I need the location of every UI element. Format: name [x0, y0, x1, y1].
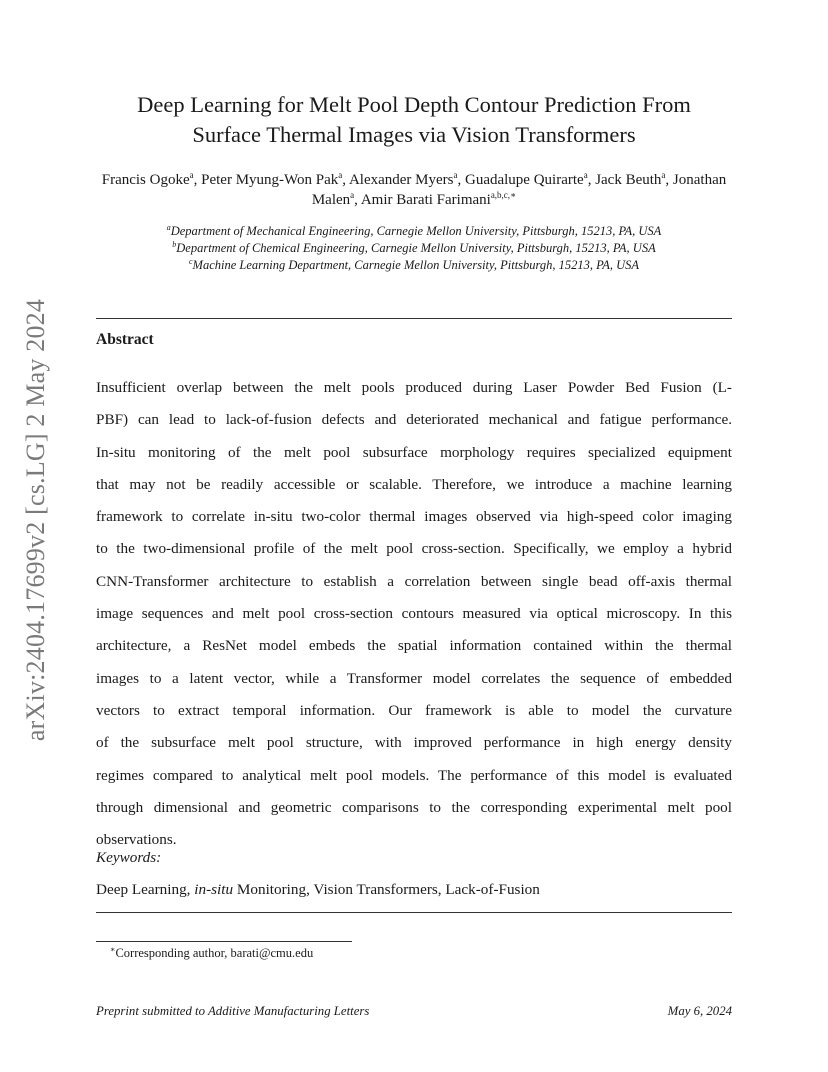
author-affiliation-mark: a	[453, 170, 458, 180]
abstract-line: CNN-Transformer architecture to establish a correlation between single bead off-axis thermal	[96, 572, 732, 590]
affiliation-text: Department of Mechanical Engineering, Carnegie Mellon University, Pittsburgh, 15213, PA, USA	[170, 224, 662, 238]
bottom-divider	[96, 912, 732, 913]
affiliation-line	[96, 223, 732, 240]
abstract-line: PBF) can lead to lack-of-fusion defects and deteriorated mechanical and fatigue performance.	[96, 411, 732, 429]
keywords	[96, 881, 540, 899]
author-affiliation-mark: a,b,c,∗	[490, 190, 517, 200]
abstract-line: of the subsurface melt pool structure, with improved performance in high energy density	[96, 734, 732, 752]
arxiv-sidebar	[14, 285, 58, 755]
keywords-italic: in-situ	[194, 881, 234, 898]
corresponding-author-footnote	[110, 945, 313, 961]
abstract-line: Insufficient overlap between the melt pools produced during Laser Powder Bed Fusion (L-	[96, 379, 732, 396]
abstract-line: images to a latent vector, while a Transformer model correlates the sequence of embedded	[96, 669, 732, 687]
author-affiliation-mark: a	[583, 170, 588, 180]
abstract-line: image sequences and melt pool cross-section contours measured via optical microscopy. In this	[96, 605, 732, 623]
author-affiliation-mark: a	[189, 170, 194, 180]
abstract-line: architecture, a ResNet model embeds the spatial information contained within the thermal	[96, 637, 732, 655]
footnote-text: Corresponding author, barati@cmu.edu	[115, 946, 314, 961]
abstract-line: vectors to extract temporal information. Our framework is able to model the curvature	[96, 701, 732, 719]
author-name: Peter Myung-Won Pak	[201, 172, 339, 188]
arxiv-identifier: arXiv:2404.17699v2 [cs.LG] 2 May 2024	[21, 298, 50, 742]
keywords-label: Keywords:	[96, 849, 162, 866]
affiliation-line	[96, 257, 732, 274]
title-line-1: Deep Learning for Melt Pool Depth Contour Prediction From	[137, 92, 691, 117]
author-name: Alexander Myers	[348, 172, 454, 188]
abstract-heading: Abstract	[96, 331, 154, 348]
author-affiliation-mark: a	[338, 170, 343, 180]
author-name: Amir Barati Farimani	[360, 192, 491, 208]
footnote-divider	[96, 941, 352, 942]
keywords-part-2: Monitoring, Vision Transformers, Lack-of-Fusion	[233, 881, 540, 898]
abstract-line: that may not be readily accessible or scalable. Therefore, we introduce a machine learning	[96, 475, 732, 493]
affiliation-line	[96, 240, 732, 257]
title-line-2: Surface Thermal Images via Vision Transformers	[192, 122, 636, 147]
abstract-line: through dimensional and geometric comparisons to the corresponding experimental melt pool	[96, 798, 732, 816]
abstract-line: framework to correlate in-situ two-color thermal images observed via high-speed color imaging	[96, 508, 732, 526]
footnote-mark: ∗	[110, 945, 116, 954]
affiliation-text: Machine Learning Department, Carnegie Mellon University, Pittsburgh, 15213, PA, USA	[192, 258, 640, 272]
footer-date: May 6, 2024	[667, 1004, 732, 1018]
author-name: Jack Beuth	[595, 172, 662, 188]
author-name: Guadalupe Quirarte	[464, 172, 584, 188]
affiliation-mark: c	[188, 256, 193, 266]
top-divider	[96, 318, 732, 319]
affiliation-mark: b	[172, 239, 177, 249]
paper-title	[96, 90, 732, 150]
keywords-part-1: Deep Learning,	[96, 881, 195, 898]
abstract-line: observations.	[96, 831, 177, 849]
abstract-line: to the two-dimensional profile of the melt pool cross-section. Specifically, we employ a hybrid	[96, 540, 732, 558]
affiliation-mark: a	[166, 222, 171, 232]
author-affiliation-mark: a	[661, 170, 666, 180]
author-name: Francis Ogoke	[101, 172, 190, 188]
abstract-line: In-situ monitoring of the melt pool subsurface morphology requires specialized equipment	[96, 443, 732, 461]
author-affiliation-mark: a	[350, 190, 355, 200]
author-name: Jonathan Malen	[311, 172, 727, 208]
affiliation-text: Department of Chemical Engineering, Carnegie Mellon University, Pittsburgh, 15213, PA, USA	[176, 241, 656, 255]
author-list: Francis Ogoke$^a$, Peter Myung-Won Pak$^a$, Alexander Myers$^a$, Guadalupe Quirarte$^a$, Jack Beuth$^a$, Jonathan Malen$^a$, Amir Barati Farimani$^{a,b,c,∗}$	[101, 170, 727, 208]
abstract-line: regimes compared to analytical melt pool models. The performance of this model is evaluated	[96, 766, 732, 784]
footer-submission-note: Preprint submitted to Additive Manufacturing Letters	[96, 1004, 370, 1018]
abstract-body	[96, 372, 732, 856]
affiliation-list	[96, 223, 732, 274]
